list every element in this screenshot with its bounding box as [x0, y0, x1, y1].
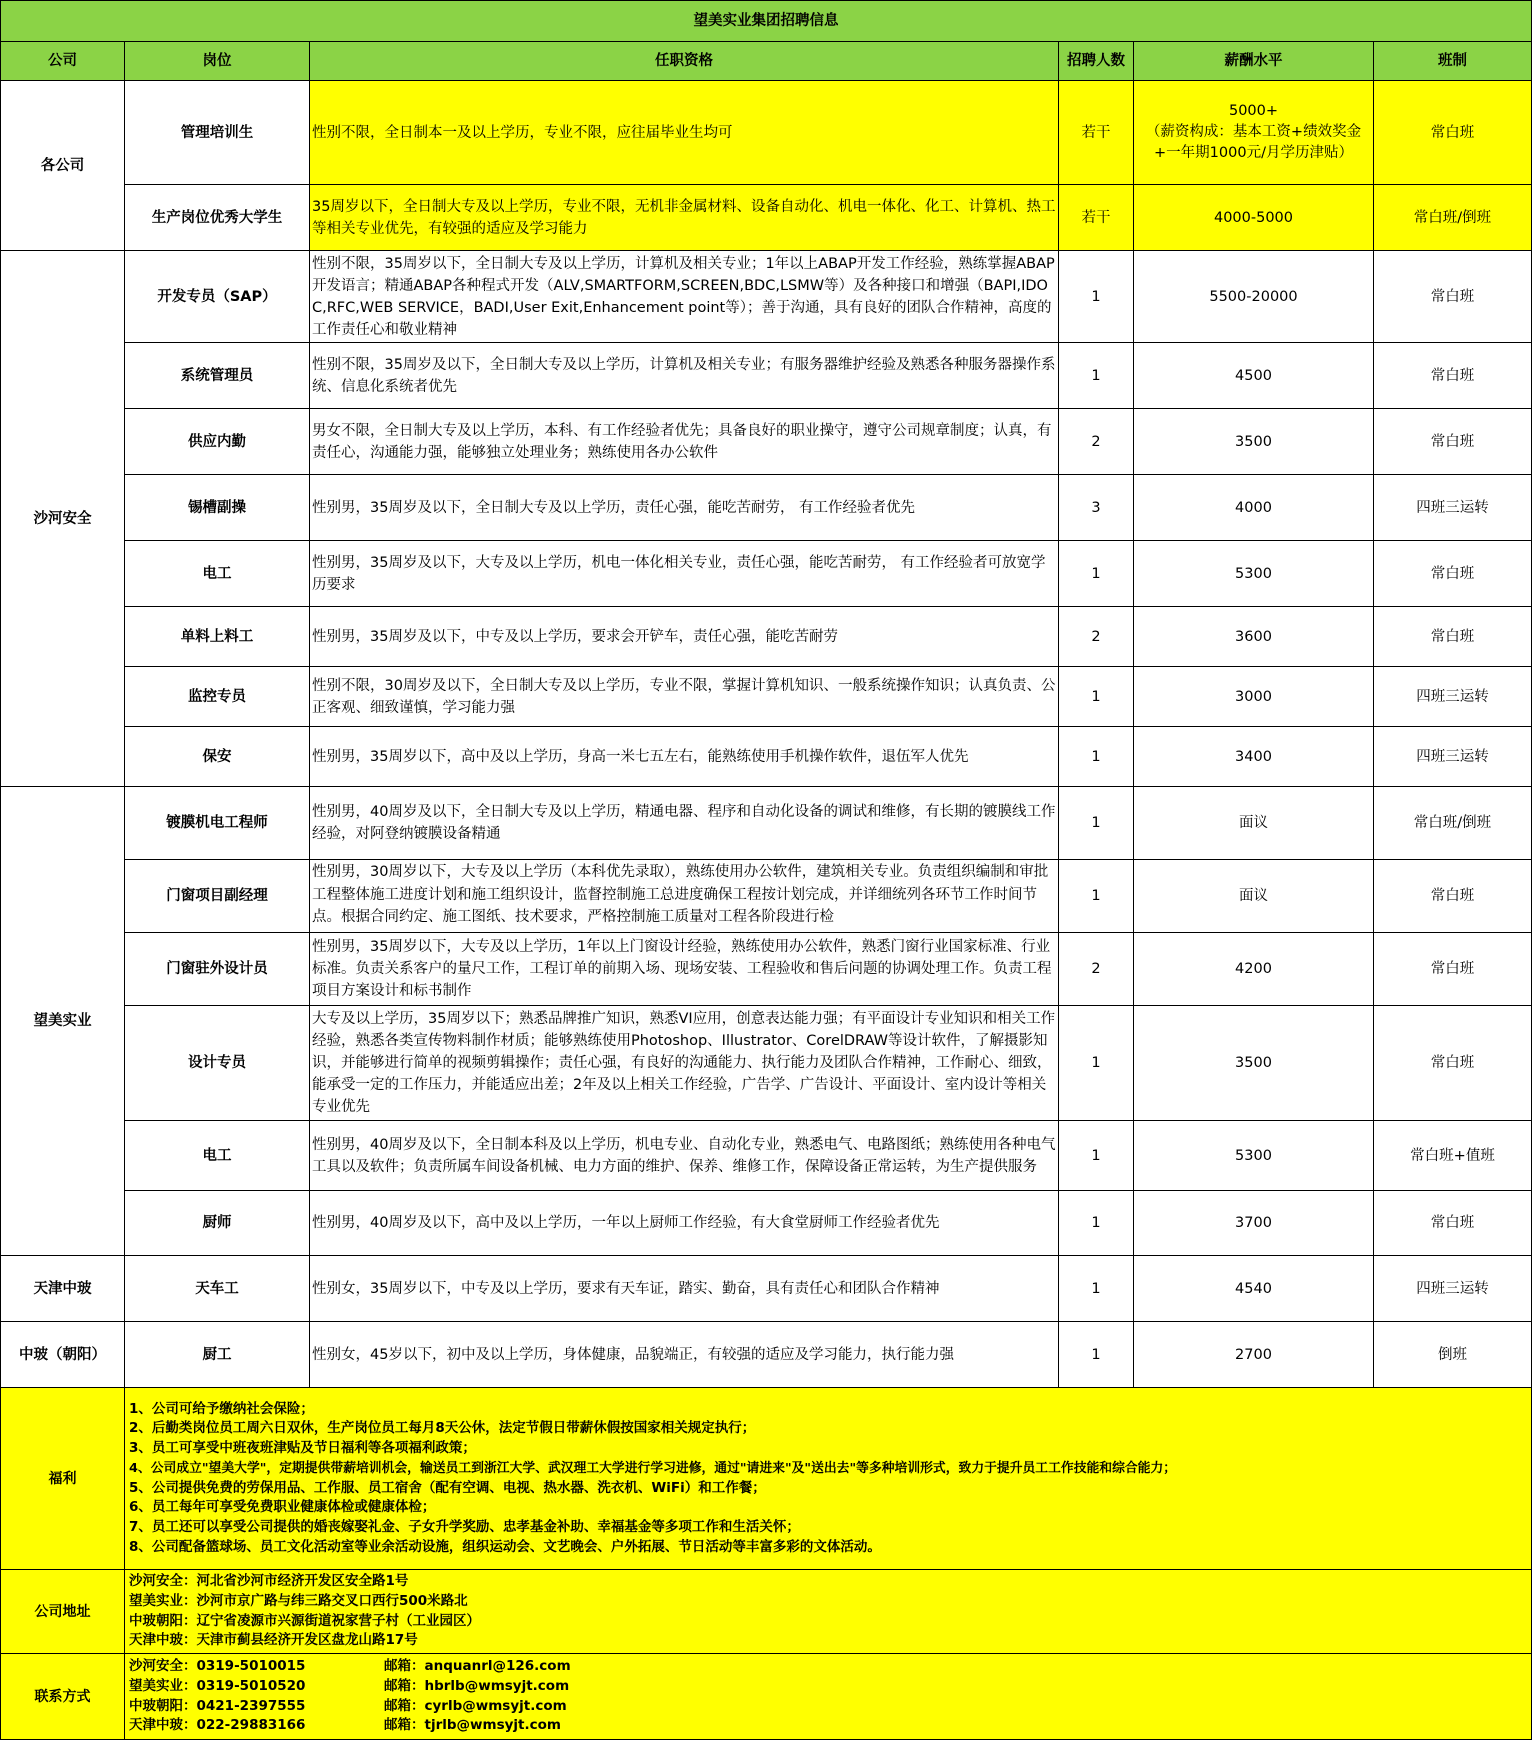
requirements-cell: 性别不限，35周岁及以下，全日制大专及以上学历，计算机及相关专业；有服务器维护经验及熟悉各种服务器操作系统、信息化系统者优先 [310, 343, 1059, 409]
shift-cell: 常白班 [1374, 1006, 1532, 1121]
header-requirements: 任职资格 [310, 42, 1059, 81]
contact-phone: 望美实业：0319-5010520 [129, 1677, 306, 1694]
welfare-item: 3、员工可享受中班夜班津贴及节日福利等各项福利政策； [129, 1440, 476, 1457]
requirements-cell: 性别不限，全日制本一及以上学历，专业不限，应往届毕业生均可 [310, 81, 1059, 185]
headcount-cell: 1 [1059, 1121, 1134, 1191]
table-row [1, 1121, 1532, 1191]
position-cell: 系统管理员 [125, 343, 310, 409]
contact-label: 联系方式 [1, 1654, 125, 1740]
shift-cell: 四班三运转 [1374, 475, 1532, 541]
welfare-list [125, 1388, 1532, 1570]
welfare-item: 7、员工还可以享受公司提供的婚丧嫁娶礼金、子女升学奖励、忠孝基金补助、幸福基金等多项工作和生活关怀； [129, 1518, 800, 1535]
address-item: 天津中玻：天津市蓟县经济开发区盘龙山路17号 [129, 1632, 418, 1649]
position-cell: 保安 [125, 727, 310, 787]
welfare-row [1, 1388, 1532, 1570]
position-cell: 监控专员 [125, 667, 310, 727]
salary-cell: 面议 [1134, 860, 1374, 933]
table-row [1, 1191, 1532, 1256]
table-row [1, 933, 1532, 1006]
contact-phone: 沙河安全：0319-5010015 [129, 1658, 306, 1675]
position-cell: 锡槽副操 [125, 475, 310, 541]
position-cell: 天车工 [125, 1256, 310, 1322]
table-row [1, 667, 1532, 727]
position-cell: 生产岗位优秀大学生 [125, 185, 310, 251]
position-cell: 镀膜机电工程师 [125, 787, 310, 860]
headcount-cell: 2 [1059, 409, 1134, 475]
headcount-cell: 2 [1059, 607, 1134, 667]
salary-cell: 5000+ （薪资构成：基本工资+绩效奖金+一年期1000元/月学历津贴） [1134, 81, 1374, 185]
salary-cell: 4540 [1134, 1256, 1374, 1322]
company-cell: 天津中玻 [1, 1256, 125, 1322]
shift-cell: 倒班 [1374, 1322, 1532, 1388]
shift-cell: 常白班 [1374, 1191, 1532, 1256]
shift-cell: 常白班 [1374, 251, 1532, 343]
contact-email[interactable]: 邮箱：hbrlb@wmsyjt.com [384, 1677, 570, 1694]
salary-cell: 3000 [1134, 667, 1374, 727]
shift-cell: 常白班 [1374, 933, 1532, 1006]
table-row [1, 409, 1532, 475]
contact-item [129, 1716, 1527, 1736]
company-cell: 沙河安全 [1, 251, 125, 787]
position-cell: 单料上料工 [125, 607, 310, 667]
requirements-cell: 性别男，35周岁及以下，中专及以上学历，要求会开铲车，责任心强，能吃苦耐劳 [310, 607, 1059, 667]
address-row [1, 1570, 1532, 1654]
table-row [1, 541, 1532, 607]
table-row [1, 607, 1532, 667]
address-label: 公司地址 [1, 1570, 125, 1654]
position-cell: 开发专员（SAP） [125, 251, 310, 343]
shift-cell: 常白班 [1374, 860, 1532, 933]
headcount-cell: 1 [1059, 343, 1134, 409]
requirements-cell: 性别不限，35周岁以下，全日制大专及以上学历，计算机及相关专业；1年以上ABAP开发工作经验，熟练掌握ABAP开发语言；精通ABAP各种程式开发（ALV,SMARTFORM,SCREEN,BDC,LSMW等）及各种接口和增强（BAPI,IDOC,RFC,WEB SERVICE，BADI,User Exit,Enhancement point等）；善于沟通，具有良好的团队合作精神，高度的工作责任心和敬业精神 [310, 251, 1059, 343]
requirements-cell: 性别男，40周岁及以下，高中及以上学历，一年以上厨师工作经验，有大食堂厨师工作经验者优先 [310, 1191, 1059, 1256]
salary-cell: 4000 [1134, 475, 1374, 541]
headcount-cell: 1 [1059, 787, 1134, 860]
table-row [1, 185, 1532, 251]
address-item: 望美实业：沙河市京广路与纬三路交叉口西行500米路北 [129, 1592, 468, 1609]
salary-cell: 4500 [1134, 343, 1374, 409]
header-headcount: 招聘人数 [1059, 42, 1134, 81]
shift-cell: 常白班+值班 [1374, 1121, 1532, 1191]
salary-cell: 3600 [1134, 607, 1374, 667]
headcount-cell: 若干 [1059, 185, 1134, 251]
header-shift: 班制 [1374, 42, 1532, 81]
contact-email[interactable]: 邮箱：anquanrl@126.com [384, 1658, 571, 1675]
position-cell: 供应内勤 [125, 409, 310, 475]
salary-cell: 3400 [1134, 727, 1374, 787]
welfare-item: 5、公司提供免费的劳保用品、工作服、员工宿舍（配有空调、电视、热水器、洗衣机、WiFi）和工作餐； [129, 1479, 766, 1496]
shift-cell: 四班三运转 [1374, 1256, 1532, 1322]
welfare-item: 8、公司配备篮球场、员工文化活动室等业余活动设施，组织运动会、文艺晚会、户外拓展、节日活动等丰富多彩的文体活动。 [129, 1538, 881, 1555]
requirements-cell: 性别男，35周岁及以下，全日制大专及以上学历，责任心强，能吃苦耐劳， 有工作经验者优先 [310, 475, 1059, 541]
headcount-cell: 1 [1059, 1191, 1134, 1256]
shift-cell: 四班三运转 [1374, 727, 1532, 787]
headcount-cell: 1 [1059, 541, 1134, 607]
contact-row [1, 1654, 1532, 1740]
shift-cell: 常白班 [1374, 409, 1532, 475]
requirements-cell [310, 860, 1059, 933]
contact-email[interactable]: 邮箱：tjrlb@wmsyjt.com [384, 1717, 561, 1734]
requirements-cell: 性别女，45岁以下，初中及以上学历，身体健康，品貌端正，有较强的适应及学习能力，执行能力强 [310, 1322, 1059, 1388]
contact-list [125, 1654, 1532, 1740]
salary-cell: 5300 [1134, 541, 1374, 607]
headcount-cell: 3 [1059, 475, 1134, 541]
position-cell: 设计专员 [125, 1006, 310, 1121]
shift-cell: 常白班/倒班 [1374, 787, 1532, 860]
headcount-cell: 1 [1059, 860, 1134, 933]
company-cell: 中玻（朝阳） [1, 1322, 125, 1388]
requirements-cell: 性别男，40周岁及以下，全日制大专及以上学历，精通电器、程序和自动化设备的调试和维修，有长期的镀膜线工作经验，对阿登纳镀膜设备精通 [310, 787, 1059, 860]
salary-cell: 3500 [1134, 1006, 1374, 1121]
table-title: 望美实业集团招聘信息 [1, 1, 1532, 42]
header-company: 公司 [1, 42, 125, 81]
welfare-item: 2、后勤类岗位员工周六日双休，生产岗位员工每月8天公休，法定节假日带薪休假按国家相关规定执行； [129, 1420, 756, 1437]
table-row [1, 1006, 1532, 1121]
requirements-cell: 35周岁以下，全日制大专及以上学历，专业不限，无机非金属材料、设备自动化、机电一体化、化工、计算机、热工等相关专业优先，有较强的适应及学习能力 [310, 185, 1059, 251]
salary-cell: 面议 [1134, 787, 1374, 860]
table-row [1, 860, 1532, 933]
company-cell: 各公司 [1, 81, 125, 251]
header-row [1, 42, 1532, 81]
contact-item [129, 1657, 1527, 1677]
requirements-text: 性别男，30周岁以下，大专及以上学历（本科优先录取），熟练使用办公软件，建筑相关专业。负责组织编制和审批工程整体施工进度计划和施工组织设计，监督控制施工总进度确保工程按计划完成，并详细统列各环节工作时间节点。根据合同约定、施工图纸、技术要求，严格控制施工质量对工程各阶段进行检 [312, 864, 1049, 925]
requirements-cell: 性别男，35周岁以下，高中及以上学历，身高一米七五左右，能熟练使用手机操作软件，退伍军人优先 [310, 727, 1059, 787]
table-row [1, 1322, 1532, 1388]
requirements-cell: 男女不限，全日制大专及以上学历，本科、有工作经验者优先；具备良好的职业操守，遵守公司规章制度；认真，有责任心，沟通能力强，能够独立处理业务；熟练使用各办公软件 [310, 409, 1059, 475]
shift-cell: 常白班 [1374, 541, 1532, 607]
position-cell: 管理培训生 [125, 81, 310, 185]
contact-item [129, 1677, 1527, 1697]
company-cell: 望美实业 [1, 787, 125, 1256]
header-salary: 薪酬水平 [1134, 42, 1374, 81]
position-cell: 电工 [125, 541, 310, 607]
requirements-cell: 大专及以上学历，35周岁以下；熟悉品牌推广知识，熟悉VI应用，创意表达能力强；有平面设计专业知识和相关工作经验，熟悉各类宣传物料制作材质；能够熟练使用Photoshop、Illustrator、CorelDRAW等设计软件，了解摄影知识，并能够进行简单的视频剪辑操作；责任心强，有良好的沟通能力、执行能力及团队合作精神，工作耐心、细致，能承受一定的工作压力，并能适应出差；2年及以上相关工作经验，广告学、广告设计、平面设计、室内设计等相关专业优先 [310, 1006, 1059, 1121]
shift-cell: 常白班 [1374, 607, 1532, 667]
shift-cell: 常白班 [1374, 81, 1532, 185]
headcount-cell: 2 [1059, 933, 1134, 1006]
position-cell: 厨师 [125, 1191, 310, 1256]
requirements-cell: 性别女，35周岁以下，中专及以上学历，要求有天车证，踏实、勤奋，具有责任心和团队合作精神 [310, 1256, 1059, 1322]
salary-cell: 5300 [1134, 1121, 1374, 1191]
position-cell: 门窗驻外设计员 [125, 933, 310, 1006]
contact-email[interactable]: 邮箱：cyrlb@wmsyjt.com [384, 1697, 567, 1714]
salary-cell: 4000-5000 [1134, 185, 1374, 251]
requirements-cell: 性别男，40周岁及以下，全日制本科及以上学历，机电专业、自动化专业，熟悉电气、电路图纸；熟练使用各种电气工具以及软件；负责所属车间设备机械、电力方面的维护、保养、维修工作，保障设备正常运转，为生产提供服务 [310, 1121, 1059, 1191]
headcount-cell: 1 [1059, 1256, 1134, 1322]
table-row [1, 81, 1532, 185]
table-row [1, 475, 1532, 541]
salary-cell: 2700 [1134, 1322, 1374, 1388]
table-row [1, 1256, 1532, 1322]
salary-cell: 4200 [1134, 933, 1374, 1006]
welfare-item: 4、公司成立"望美大学"，定期提供带薪培训机会，输送员工到浙江大学、武汉理工大学进行学习进修，通过"请进来"及"送出去"等多种培训形式，致力于提升员工工作技能和综合能力； [129, 1460, 1177, 1476]
welfare-label: 福利 [1, 1388, 125, 1570]
address-list [125, 1570, 1532, 1654]
contact-phone: 天津中玻：022-29883166 [129, 1717, 306, 1734]
headcount-cell: 1 [1059, 251, 1134, 343]
position-cell: 厨工 [125, 1322, 310, 1388]
headcount-cell: 1 [1059, 1322, 1134, 1388]
salary-cell: 3500 [1134, 409, 1374, 475]
shift-cell: 四班三运转 [1374, 667, 1532, 727]
header-position: 岗位 [125, 42, 310, 81]
contact-phone: 中玻朝阳：0421-2397555 [129, 1697, 306, 1714]
headcount-cell: 1 [1059, 667, 1134, 727]
headcount-cell: 1 [1059, 1006, 1134, 1121]
requirements-cell: 性别男，35周岁及以下，大专及以上学历，机电一体化相关专业，责任心强，能吃苦耐劳， 有工作经验者可放宽学历要求 [310, 541, 1059, 607]
headcount-cell: 1 [1059, 727, 1134, 787]
table-row [1, 727, 1532, 787]
welfare-item: 1、公司可给予缴纳社会保险； [129, 1400, 314, 1417]
position-cell: 电工 [125, 1121, 310, 1191]
welfare-item: 6、员工每年可享受免费职业健康体检或健康体检； [129, 1499, 436, 1516]
position-cell: 门窗项目副经理 [125, 860, 310, 933]
shift-cell: 常白班/倒班 [1374, 185, 1532, 251]
contact-item [129, 1697, 1527, 1717]
address-item: 沙河安全：河北省沙河市经济开发区安全路1号 [129, 1573, 409, 1590]
shift-cell: 常白班 [1374, 343, 1532, 409]
address-item: 中玻朝阳：辽宁省凌源市兴源街道祝家营子村（工业园区） [129, 1612, 480, 1629]
table-row [1, 787, 1532, 860]
salary-cell: 3700 [1134, 1191, 1374, 1256]
table-row [1, 251, 1532, 343]
requirements-cell: 性别男，35周岁以下，大专及以上学历，1年以上门窗设计经验，熟练使用办公软件，熟悉门窗行业国家标准、行业标准。负责关系客户的量尺工作，工程订单的前期入场、现场安装、工程验收和售后问题的协调处理工作。负责工程项目方案设计和标书制作 [310, 933, 1059, 1006]
table-row [1, 343, 1532, 409]
headcount-cell: 若干 [1059, 81, 1134, 185]
salary-cell: 5500-20000 [1134, 251, 1374, 343]
requirements-cell: 性别不限，30周岁及以下，全日制大专及以上学历，专业不限，掌握计算机知识、一般系统操作知识；认真负责、公正客观、细致谨慎，学习能力强 [310, 667, 1059, 727]
